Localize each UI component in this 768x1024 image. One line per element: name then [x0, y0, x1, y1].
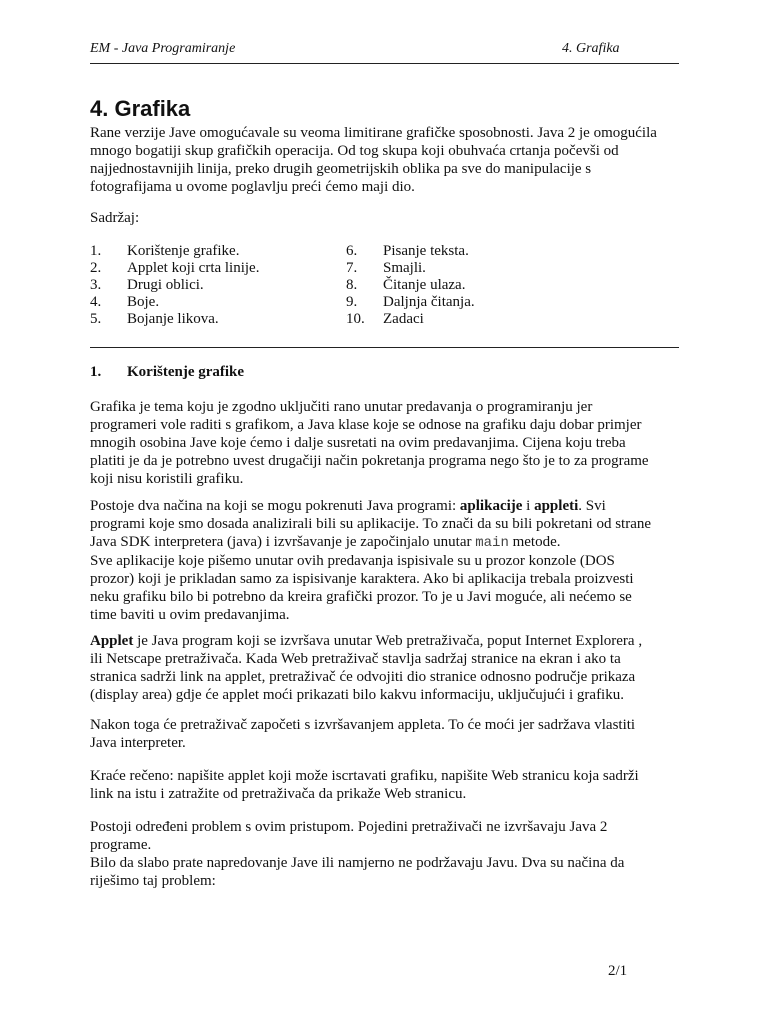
chapter-title: 4. Grafika [90, 96, 191, 121]
body-paragraph [90, 632, 650, 704]
text-run: je Java program koji se izvršava unutar Web pretraživača, poput Internet Explorera , [133, 633, 643, 649]
toc-number: 4. [90, 294, 102, 310]
text-line: mnogih osobina Jave koje ćemo i dalje susretati na ovim predavanjima. Cijena koju treba [90, 435, 626, 451]
text-line: Postoji određeni problem s ovim pristupom. Pojedini pretraživači ne izvršavaju Java 2 [90, 819, 608, 835]
section-divider [90, 347, 679, 348]
toc-number: 10. [346, 311, 365, 327]
code-term: main [475, 535, 509, 551]
text-line: mnogo bogatiji skup grafičkih operacija. Od tog skupa koji obuhvaća crtanja počevši od [90, 143, 619, 159]
toc-number: 3. [90, 277, 102, 293]
header-chapter: 4. Grafika [562, 41, 620, 56]
header-rule [90, 63, 679, 64]
page-number: 2/1 [608, 963, 628, 979]
toc-number: 1. [90, 243, 102, 259]
toc-number: 5. [90, 311, 102, 327]
text-line: time baviti u ovim predavanjima. [90, 607, 290, 623]
bold-term: aplikacije [459, 498, 523, 514]
text-line: Rane verzije Jave omogućavale su veoma limitirane grafičke sposobnosti. Java 2 je omogućila [90, 125, 657, 141]
toc-number: 8. [346, 277, 358, 293]
toc-entry: Bojanje likova. [127, 311, 219, 327]
text-line [90, 632, 650, 650]
contents-label [90, 209, 650, 227]
text-line: Nakon toga će pretraživač započeti s izvršavanjem appleta. To će moći jer sadržava vlastiti [90, 717, 636, 733]
text-line: programe. [90, 837, 152, 853]
text-line: Bilo da slabo prate napredovanje Jave ili namjerno ne podržavaju Javu. Dva su načina da [90, 855, 625, 871]
toc-entry: Applet koji crta linije. [127, 260, 260, 276]
toc-row [90, 311, 610, 328]
text-line: Kraće rečeno: napišite applet koji može iscrtavati grafiku, napišite Web stranicu koja sadrži [90, 768, 639, 784]
text-line: najjednostavnijih linija, preko drugih geometrijskih oblika pa sve do manipulacije s [90, 161, 592, 177]
body-paragraph [90, 716, 650, 752]
text-line: fotografijama u ovome poglavlju preći ćemo maji dio. [90, 179, 415, 195]
text-line: riješimo taj problem: [90, 873, 216, 889]
toc-entry: Korištenje grafike. [127, 243, 240, 259]
text-line: neku grafiku bilo bi potrebno da kreira grafički prozor. To je u Javi moguće, ali nećemo se [90, 589, 632, 605]
toc-entry: Zadaci [383, 311, 424, 327]
text-run: i [522, 498, 535, 514]
toc-entry: Boje. [127, 294, 160, 310]
toc-number: 9. [346, 294, 358, 310]
text-line: link na istu i zatražite od pretraživača da prikaže Web stranicu. [90, 786, 467, 802]
toc-row [90, 277, 610, 294]
text-run: . Svi [578, 498, 606, 514]
bold-term: appleti [534, 498, 579, 514]
text-line: koji nisu koristili grafiku. [90, 471, 244, 487]
toc-entry: Drugi oblici. [127, 277, 204, 293]
text-line: Java interpreter. [90, 735, 186, 751]
toc-row [90, 260, 610, 277]
text-line [90, 533, 650, 552]
toc-row [90, 243, 610, 260]
text-run: Java SDK interpretera (java) i izvršavanje je započinjalo unutar [90, 534, 476, 550]
toc-number: 6. [346, 243, 358, 259]
text-line: prozor) koji je prikladan samo za ispisivanje karaktera. Ako bi aplikacija trebala proizvesti [90, 571, 634, 587]
text-line: programeri vole raditi s grafikom, a Java klase koje se odnose na grafiku daju dobar primjer [90, 417, 642, 433]
text-line: Sve aplikacije koje pišemo unutar ovih predavanja ispisivale su u prozor konzole (DOS [90, 553, 615, 569]
text-line: Grafika je tema koju je zgodno uključiti rano unutar predavanja o programiranju jer [90, 399, 593, 415]
body-paragraph [90, 767, 650, 803]
table-of-contents [90, 243, 610, 328]
section-title: Korištenje grafike [127, 364, 245, 380]
text-run: Postoje dva načina na koji se mogu pokrenuti Java programi: [90, 498, 460, 514]
text-line: programi koje smo dosada analizirali bili su aplikacije. To znači da su bili pokretani od strane [90, 516, 652, 532]
body-paragraph [90, 818, 650, 890]
text-line: stranica sadrži link na applet, pretraživač će odvojiti dio stranice odnosno područje prikaza [90, 669, 636, 685]
toc-number: 2. [90, 260, 102, 276]
text-run: metode. [508, 534, 561, 550]
text-line: platiti je da je potrebno uvest drugačiji način pokretanja programa nego što je to za programe [90, 453, 649, 469]
intro-paragraph [90, 124, 657, 196]
text-line [90, 497, 650, 515]
toc-entry: Pisanje teksta. [383, 243, 469, 259]
header-book-title: EM - Java Programiranje [90, 41, 236, 56]
body-paragraph [90, 497, 650, 624]
text-line: (display area) gdje će applet moći prikazati bilo kakvu informaciju, uključujući i grafiku. [90, 687, 624, 703]
toc-entry: Daljnja čitanja. [383, 294, 475, 310]
contents-label-text: Sadržaj: [90, 210, 140, 226]
toc-number: 7. [346, 260, 358, 276]
toc-entry: Čitanje ulaza. [383, 277, 466, 293]
section-number: 1. [90, 364, 102, 380]
toc-entry: Smajli. [383, 260, 426, 276]
toc-row [90, 294, 610, 311]
text-line: ili Netscape pretraživača. Kada Web pretraživač stavlja sadržaj stranice na ekran i ako ta [90, 651, 621, 667]
bold-term: Applet [90, 633, 134, 649]
body-paragraph [90, 398, 650, 488]
